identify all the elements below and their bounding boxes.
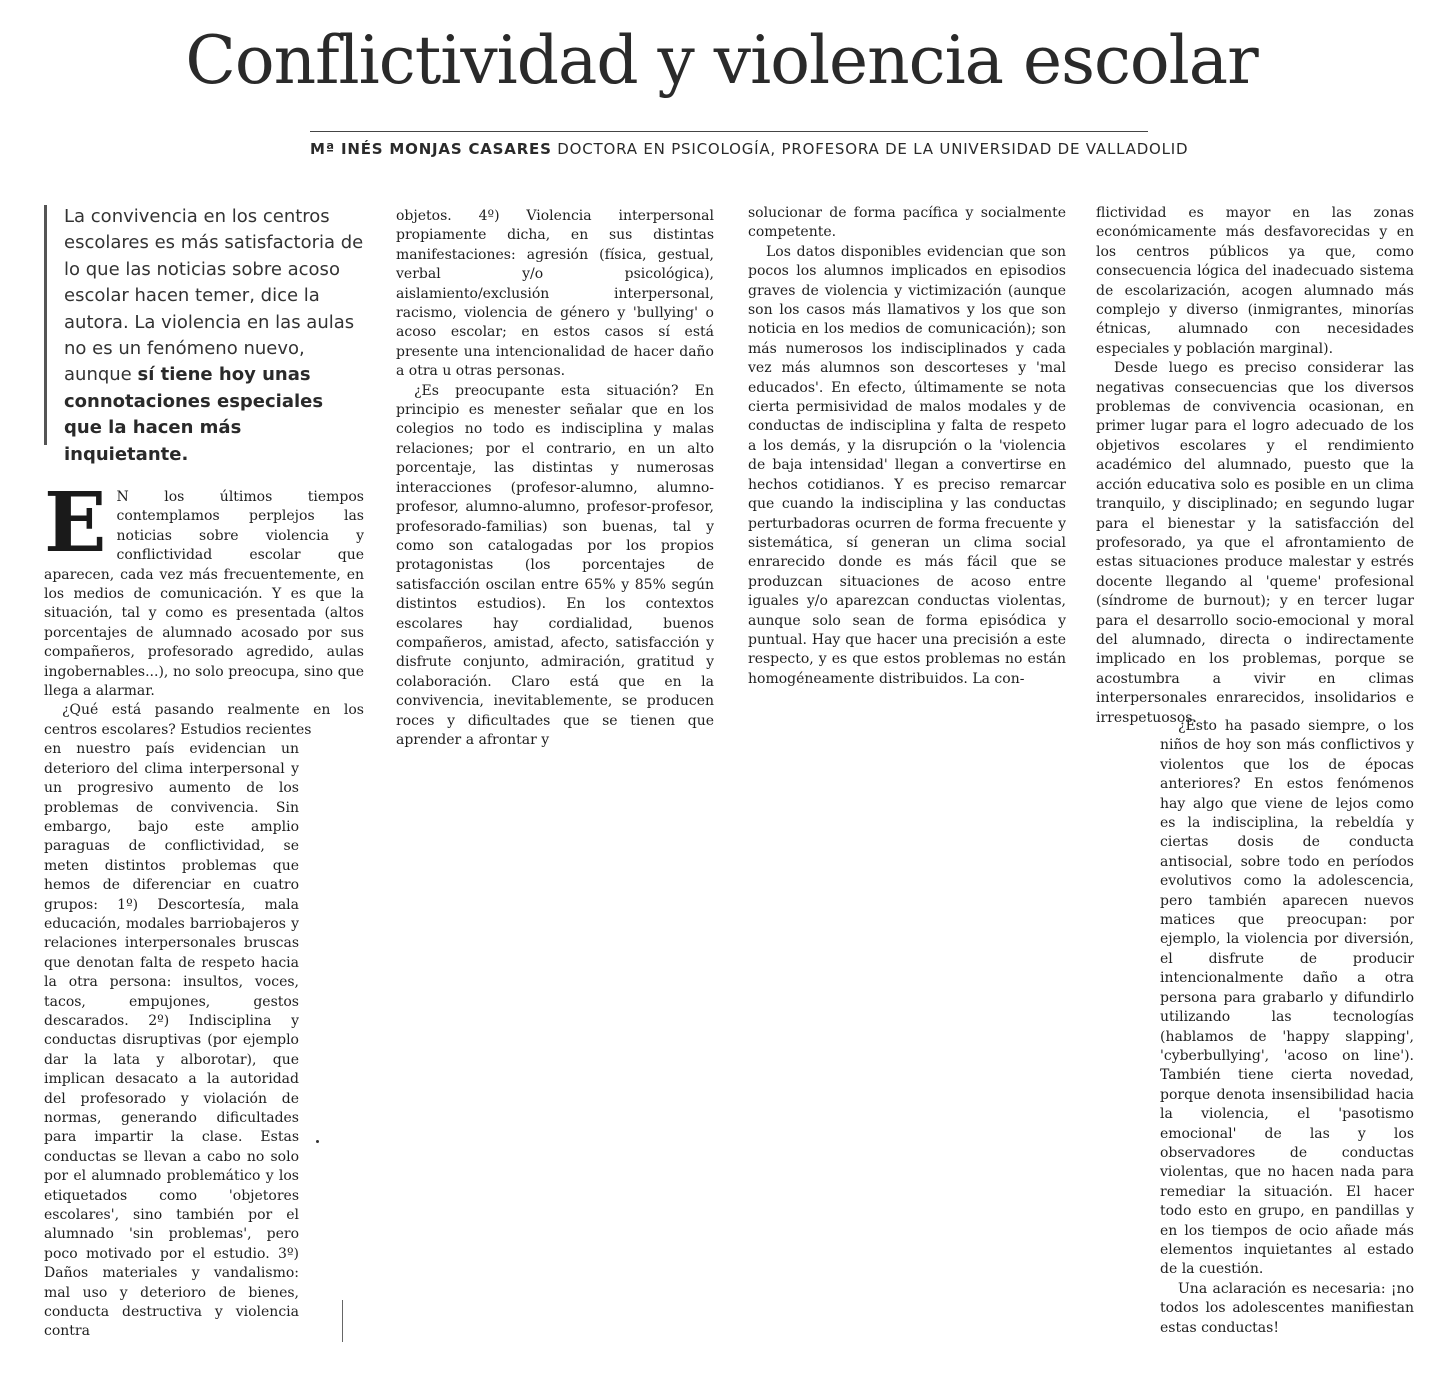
author-role: DOCTORA EN PSICOLOGÍA, PROFESORA DE LA UNIVERSIDAD DE VALLADOLID	[557, 140, 1189, 158]
paragraph-7: flictividad es mayor en las zonas económicamente más desfavorecidas y en los centros públicos ya que, como consecuencia lógica del inadecuado sistema de escolarización, acogen alumnado más complejo y diverso (inmigrantes, minorías étnicas, alumnado con necesidades especiales y población marginal).	[1096, 205, 1414, 357]
paragraph-8: Desde luego es preciso considerar las negativas consecuencias que los diversos problemas de convivencia ocasionan, en primer lugar para el logro adecuado de los objetivos escolares y el rendimiento académico del alumnado, puesto que la acción educativa solo es posible en un clima tranquilo, y disciplinado; en segundo lugar para el bienestar y la satisfacción del profesorado, ya que el afrontamiento de estas situaciones produce malestar y estrés docente llegando al 'queme' profesional (síndrome de burnout); y en tercer lugar para el desarrollo socio-emocional y moral del alumnado, directa o indirectamente implicado en los problemas, porque se acostumbra a vivir en climas interpersonales enrarecidos, insolidarios e irrespetuosos.	[1096, 360, 1414, 726]
byline-rule	[310, 131, 1148, 132]
print-speck	[316, 1140, 319, 1143]
lead-highlight: sí tiene hoy unas connotaciones especiales que la hacen más inquietante.	[64, 364, 324, 465]
lead-paragraph	[64, 204, 364, 468]
paragraph-2-cont: en nuestro país evidencian un deterioro del clima interpersonal y un progresivo aumento de los problemas de convivencia. Sin embargo, bajo este amplio paraguas de conflictividad, se meten distintos problemas que hemos de diferenciar en cuatro grupos: 1º) Descortesía, mala educación, modales barriobajeros y relaciones interpersonales bruscas que denotan falta de respeto hacia la otra persona: insultos, voces, tacos, empujones, gestos descarados. 2º) Indisciplina y conductas disruptivas (por ejemplo dar la lata y alborotar), que implican desacato a la autoridad del profesorado y violación de normas, generando dificultades para impartir la clase. Estas conductas se llevan a cabo no solo por el alumnado problemático y los etiquetados como 'objetores escolares', sino también por el alumnado 'sin problemas', pero poco motivado por el estudio. 3º) Daños materiales y vandalismo: mal uso y deterioro de bienes, conducta destructiva y violencia contra	[44, 741, 299, 1340]
column-1	[44, 475, 364, 1342]
paragraph-5: solucionar de forma pacífica y socialmente competente.	[748, 205, 1066, 241]
paragraph-10: Una aclaración es necesaria: ¡no todos los adolescentes manifiestan estas conductas!	[1160, 1280, 1414, 1336]
column-2	[396, 207, 714, 750]
paragraph-3: objetos. 4º) Violencia interpersonal propiamente dicha, en sus distintas manifestaciones: agresión (física, gestual, verbal y/o psicológica), aislamiento/exclusión interpersonal, racismo, violencia de género y 'bullying' o acoso escolar; en estos casos sí está presente una intencionalidad de hacer daño a otra u otras personas.	[396, 208, 714, 380]
paragraph-2-start: ¿Qué está pasando realmente en los centros escolares? Estudios recientes	[44, 702, 364, 738]
paragraph-1	[44, 475, 364, 701]
column-4-top	[1096, 204, 1414, 728]
column-rule	[342, 1300, 343, 1342]
paragraph-6: Los datos disponibles evidencian que son pocos los alumnos implicados en episodios graves de violencia y victimización (aunque son los casos más llamativos y los que son noticia en los medios de comunicación); son más numerosos los indisciplinados y cada vez más alumnos son descorteses y 'mal educados'. En efecto, últimamente se nota cierta permisividad de malos modales y de conductas de indisciplina y falta de respeto a los demás, y la disrupción o la 'violencia de baja intensidad' llegan a convertirse en hechos cotidianos. Y es preciso remarcar que cuando la indisciplina y las conductas perturbadoras ocurren de forma frecuente y sistemática, sí generan un clima social enrarecido donde es más fácil que se produzcan situaciones de acoso entre iguales y/o aparezcan conductas violentas, aunque solo sean de forma episódica y puntual. Hay que hacer una precisión a este respecto, y es que estos problemas no están homogéneamente distribuidos. La con-	[748, 243, 1066, 687]
drop-cap: E	[44, 475, 107, 571]
author-name: Mª INÉS MONJAS CASARES	[310, 140, 552, 158]
column-4-bottom	[1160, 717, 1414, 1338]
lead-text: La convivencia en los centros escolares es más satisfactoria de lo que las noticias sobre acoso escolar hacen temer, dice la autora. La violencia en las aulas no es un fenómeno nuevo, aunque	[64, 206, 364, 386]
paragraph-1-text: N los últimos tiempos contemplamos perplejos las noticias sobre violencia y conflictividad escolar que aparecen, cada vez más frecuentemente, en los medios de comunicación. Y es que la situación, tal y como es presentada (altos porcentajes de alumnado acosado por sus compañeros, profesorado agredido, aulas ingobernables...), no solo preocupa, sino que llega a alarmar.	[44, 489, 364, 700]
paragraph-4: ¿Es preocupante esta situación? En principio es menester señalar que en los colegios no todo es indisciplina y malas relaciones; por el contrario, en un alto porcentaje, las distintas y numerosas interacciones (profesor-alumno, alumno-profesor, alumno-alumno, profesor-profesor, profesorado-familias) son buenas, tal y como son catalogadas por los propios protagonistas (los porcentajes de satisfacción oscilan entre 65% y 85% según distintos estudios). En los contextos escolares hay cordialidad, buenos compañeros, amistad, afecto, satisfacción y disfrute conjunto, admiración, gratitud y colaboración. Claro está que en la convivencia, inevitablemente, se producen roces y dificultades que se tienen que aprender a afrontar y	[396, 382, 714, 748]
column-3	[748, 204, 1066, 689]
byline	[310, 140, 1189, 158]
lead-bar	[44, 205, 47, 445]
paragraph-9: ¿Esto ha pasado siempre, o los niños de hoy son más conflictivos y violentos que los de épocas anteriores? En estos fenómenos hay algo que viene de lejos como es la indisciplina, la rebeldía y ciertas dosis de conducta antisocial, sobre todo en períodos evolutivos como la adolescencia, pero también aparecen nuevos matices que preocupan: por ejemplo, la violencia por diversión, el disfrute de producir intencionalmente daño a otra persona para grabarlo y difundirlo utilizando las tecnologías (hablamos de 'happy slapping', 'cyberbullying', 'acoso on line'). También tiene cierta novedad, porque denota insensibilidad hacia la violencia, el 'pasotismo emocional' de las y los observadores de conductas violentas, que no hacen nada para remediar la situación. El hacer todo esto en grupo, en pandillas y en los tiempos de ocio añade más elementos inquietantes al estado de la cuestión.	[1160, 718, 1414, 1278]
headline: Conflictividad y violencia escolar	[185, 22, 1258, 99]
